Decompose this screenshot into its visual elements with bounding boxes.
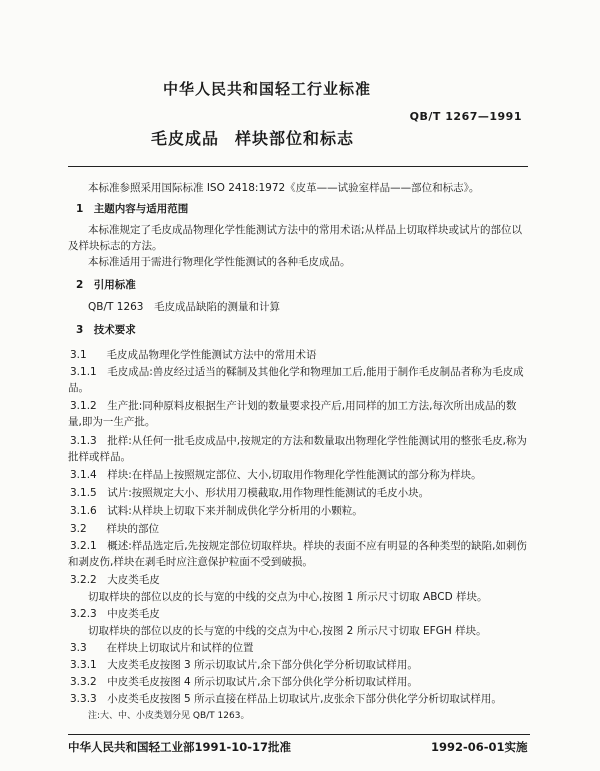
item-3-1 [70,347,317,363]
item-text: 毛皮成品:兽皮经过适当的鞣制及其他化学和物理加工后,能用于制作毛皮制品者称为毛皮成 [107,366,524,378]
intro-text: 本标准参照采用国际标准 ISO 2418:1972《皮革——试验室样品——部位和标志》。 [88,182,480,194]
item-3-2-2-body: 切取样块的部位以皮的长与宽的中线的交点为中心,按图 1 所示尺寸切取 ABCD 样块。 [88,591,488,603]
item-number: 3.3 [70,642,87,654]
item-3-2-2 [70,572,160,588]
item-3-2-3-body: 切取样块的部位以皮的长与宽的中线的交点为中心,按图 2 所示尺寸切取 EFGH 样块。 [88,625,487,637]
item-text: 小皮类毛皮按图 5 所示直接在样品上切取试片,皮张余下部分供化学分析切取试样用。 [107,693,502,705]
item-text: 生产批:同种原料皮根据生产计划的数量要求投产后,用同样的加工方法,每次所出成品的数 [107,400,517,412]
title-main: 毛皮成品 [151,129,220,148]
item-number: 3.3.1 [70,659,97,671]
title-sub: 样块部位和标志 [235,129,355,148]
item-number: 3.2.2 [70,574,97,586]
item-3-1-1-cont: 品。 [68,382,89,394]
item-3-2-1-cont: 和剥皮伤,样块在剥毛时应注意保护粒面不受到破损。 [68,556,313,568]
item-text: 试片:按照规定大小、形状用刀模截取,用作物理性能测试的毛皮小块。 [107,487,430,499]
item-number: 3.1.3 [70,435,97,447]
item-number: 3.3.2 [70,676,97,688]
item-text: 大皮类毛皮按图 3 所示切取试片,余下部分供化学分析切取试样用。 [107,659,418,671]
item-text: 样块:在样品上按照规定部位、大小,切取用作物理化学性能测试的部分称为样块。 [107,469,482,481]
section-1-para-1-line-1: 本标准规定了毛皮成品物理化学性能测试方法中的常用术语;从样品上切取样块或试片的部位以 [88,224,523,236]
item-3-1-2 [70,398,516,414]
item-3-1-6 [70,503,363,519]
section-1-para-1-line-2: 及样块标志的方法。 [68,240,163,252]
section-1-heading: 1 主题内容与适用范围 [76,203,189,215]
item-text: 在样块上切取试片和试样的位置 [106,642,254,654]
item-number: 3.2.3 [70,608,97,620]
item-3-1-3-cont: 批样或样品。 [68,451,131,463]
item-number: 3.1.1 [70,366,97,378]
item-text: 中皮类毛皮 [107,608,160,620]
item-text: 样块的部位 [106,523,159,535]
item-text: 批样:从任何一批毛皮成品中,按规定的方法和数量取出物理化学性能测试用的整张毛皮,称为 [107,435,527,447]
effective-date: 1992-06-01实施 [431,740,528,754]
item-number: 3.1.2 [70,400,97,412]
item-3-3 [70,640,254,656]
item-number: 3.1.4 [70,469,97,481]
item-3-2-1 [70,538,527,554]
document-title [151,126,370,149]
item-text: 试料:从样块上切取下来并制成供化学分析用的小颗粒。 [107,505,363,517]
item-number: 3.3.3 [70,693,97,705]
item-number: 3.1 [70,349,87,361]
standard-code: QB/T 1267—1991 [409,110,522,123]
standard-org-header: 中华人民共和国轻工行业标准 [163,80,372,98]
section-2-reference: QB/T 1263 毛皮成品缺陷的测量和计算 [88,301,280,313]
item-text: 毛皮成品物理化学性能测试方法中的常用术语 [106,349,317,361]
item-number: 3.2.1 [70,540,97,552]
item-3-1-5 [70,485,429,501]
approval-line: 中华人民共和国轻工业部1991-10-17批准 [68,740,292,754]
item-3-1-3 [70,433,527,449]
item-number: 3.1.6 [70,505,97,517]
section-1-para-2: 本标准适用于需进行物理化学性能测试的各种毛皮成品。 [88,256,351,268]
item-3-3-3 [70,691,502,707]
section-2-heading: 2 引用标准 [76,279,136,291]
footnote: 注:大、中、小皮类划分见 QB/T 1263。 [88,711,250,721]
item-3-1-2-cont: 量,即为一生产批。 [68,416,156,428]
item-3-3-1 [70,657,418,673]
item-text: 概述:样品选定后,先按规定部位切取样块。样块的表面不应有明显的各种类型的缺陷,如刺伤 [107,540,527,552]
header-divider [68,166,528,167]
item-3-2-3 [70,606,160,622]
item-3-1-1 [70,364,524,380]
item-number: 3.1.5 [70,487,97,499]
section-3-heading: 3 技术要求 [76,324,136,336]
item-number: 3.2 [70,523,87,535]
item-3-1-4 [70,467,482,483]
item-text: 大皮类毛皮 [107,574,160,586]
item-3-2 [70,521,159,537]
item-3-3-2 [70,674,418,690]
footer-divider [68,734,530,735]
item-text: 中皮类毛皮按图 4 所示切取试片,余下部分供化学分析切取试样用。 [107,676,418,688]
